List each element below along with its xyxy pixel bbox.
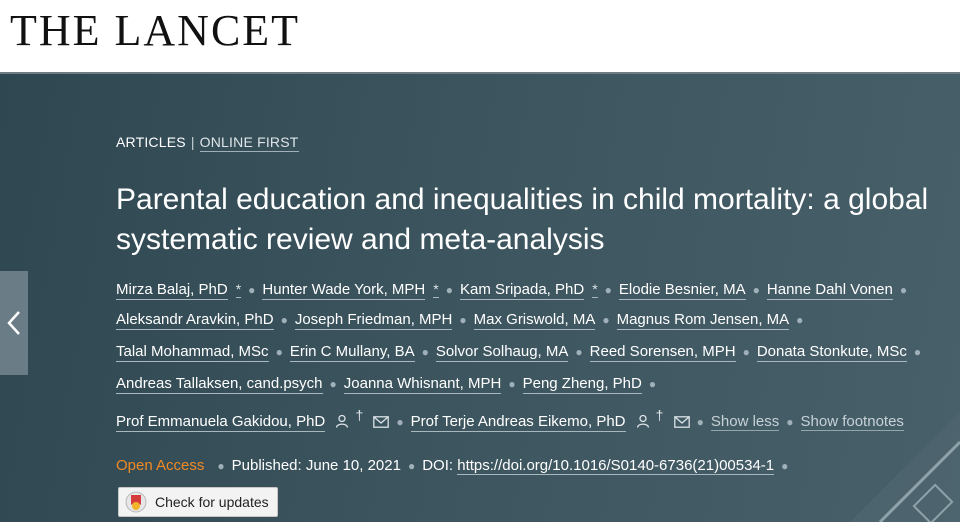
author-footnote-asterisk[interactable]: * <box>592 281 598 297</box>
author-separator: ● <box>752 283 760 297</box>
author-link[interactable]: Mirza Balaj, PhD <box>116 281 228 298</box>
check-for-updates-button[interactable] <box>118 487 278 517</box>
author-link[interactable]: Hanne Dahl Vonen <box>766 281 893 298</box>
site-header <box>0 0 960 72</box>
breadcrumb-separator: | <box>190 134 195 150</box>
author-link[interactable]: Kam Sripada, PhD <box>459 281 585 298</box>
author-separator: ● <box>602 313 610 327</box>
meta-separator: ● <box>407 459 416 473</box>
author-separator: ● <box>648 377 657 391</box>
person-icon[interactable] <box>636 414 650 428</box>
author-separator: ● <box>742 345 750 359</box>
previous-article-button[interactable] <box>0 271 28 375</box>
author-separator: ● <box>913 345 922 359</box>
author-line <box>116 310 810 336</box>
published-label: Published: <box>231 457 302 474</box>
author-footnote-asterisk[interactable]: * <box>235 281 242 297</box>
article-title: Parental education and inequalities in child mortality: a global systematic review and meta-analysis <box>116 183 929 256</box>
author-separator: ● <box>275 345 283 359</box>
author-link[interactable]: Talal Mohammad, MSc <box>116 343 269 360</box>
author-link[interactable]: Prof Terje Andreas Eikemo, PhD <box>410 413 626 430</box>
author-separator: ● <box>459 313 467 327</box>
author-link[interactable]: Hunter Wade York, MPH <box>262 281 426 298</box>
author-line <box>116 342 928 368</box>
check-for-updates-label: Check for updates <box>155 494 269 510</box>
author-link[interactable]: Reed Sorensen, MPH <box>589 343 736 360</box>
person-icon[interactable] <box>335 414 349 428</box>
author-separator: ● <box>899 283 908 297</box>
author-link[interactable]: Magnus Rom Jensen, MA <box>616 311 790 328</box>
author-footnote-asterisk[interactable]: * <box>433 281 439 297</box>
show-less-link[interactable]: Show less <box>710 413 780 430</box>
author-link[interactable]: Max Griswold, MA <box>473 311 596 328</box>
author-link[interactable]: Joseph Friedman, MPH <box>294 311 453 328</box>
author-footnote-dagger[interactable]: † <box>655 407 664 423</box>
show-footnotes-link[interactable]: Show footnotes <box>800 413 904 430</box>
author-link[interactable]: Erin C Mullany, BA <box>289 343 415 360</box>
author-line <box>116 405 904 431</box>
author-separator: ● <box>696 415 704 429</box>
author-separator: ● <box>329 377 337 391</box>
published-date: June 10, 2021 <box>305 457 401 474</box>
author-separator: ● <box>396 415 404 429</box>
breadcrumb-section[interactable]: ARTICLES <box>116 134 186 150</box>
breadcrumb-online-first[interactable]: ONLINE FIRST <box>199 134 299 150</box>
crossmark-icon <box>125 491 147 513</box>
author-line <box>116 374 663 400</box>
article-hero <box>0 74 960 522</box>
author-link[interactable]: Aleksandr Aravkin, PhD <box>116 311 274 328</box>
author-link[interactable]: Donata Stonkute, MSc <box>756 343 907 360</box>
author-line <box>116 279 914 305</box>
author-separator: ● <box>786 415 794 429</box>
author-separator: ● <box>575 345 583 359</box>
lancet-logo[interactable]: THE LANCET <box>10 6 301 55</box>
author-link[interactable]: Joanna Whisnant, MPH <box>343 375 502 392</box>
author-footnote-dagger[interactable]: † <box>355 407 364 423</box>
open-access-badge: Open Access <box>116 457 205 474</box>
author-link[interactable]: Andreas Tallaksen, cand.psych <box>116 375 323 392</box>
author-separator: ● <box>508 377 516 391</box>
author-link[interactable]: Peng Zheng, PhD <box>522 375 642 392</box>
author-separator: ● <box>421 345 429 359</box>
meta-separator: ● <box>781 459 789 473</box>
envelope-icon[interactable] <box>674 416 690 428</box>
author-separator: ● <box>445 283 453 297</box>
doi-link[interactable]: https://doi.org/10.1016/S0140-6736(21)00534-1 <box>457 457 775 474</box>
doi-label: DOI: <box>422 457 454 474</box>
author-link[interactable]: Prof Emmanuela Gakidou, PhD <box>116 413 326 430</box>
author-separator: ● <box>280 313 288 327</box>
author-separator: ● <box>604 283 612 297</box>
envelope-icon[interactable] <box>373 416 389 428</box>
chevron-left-icon <box>7 310 21 336</box>
author-link[interactable]: Elodie Besnier, MA <box>618 281 746 298</box>
breadcrumb <box>116 134 299 150</box>
article-meta <box>116 457 795 474</box>
author-separator: ● <box>248 283 256 297</box>
meta-separator: ● <box>217 459 225 473</box>
author-separator: ● <box>796 313 804 327</box>
author-link[interactable]: Solvor Solhaug, MA <box>435 343 569 360</box>
